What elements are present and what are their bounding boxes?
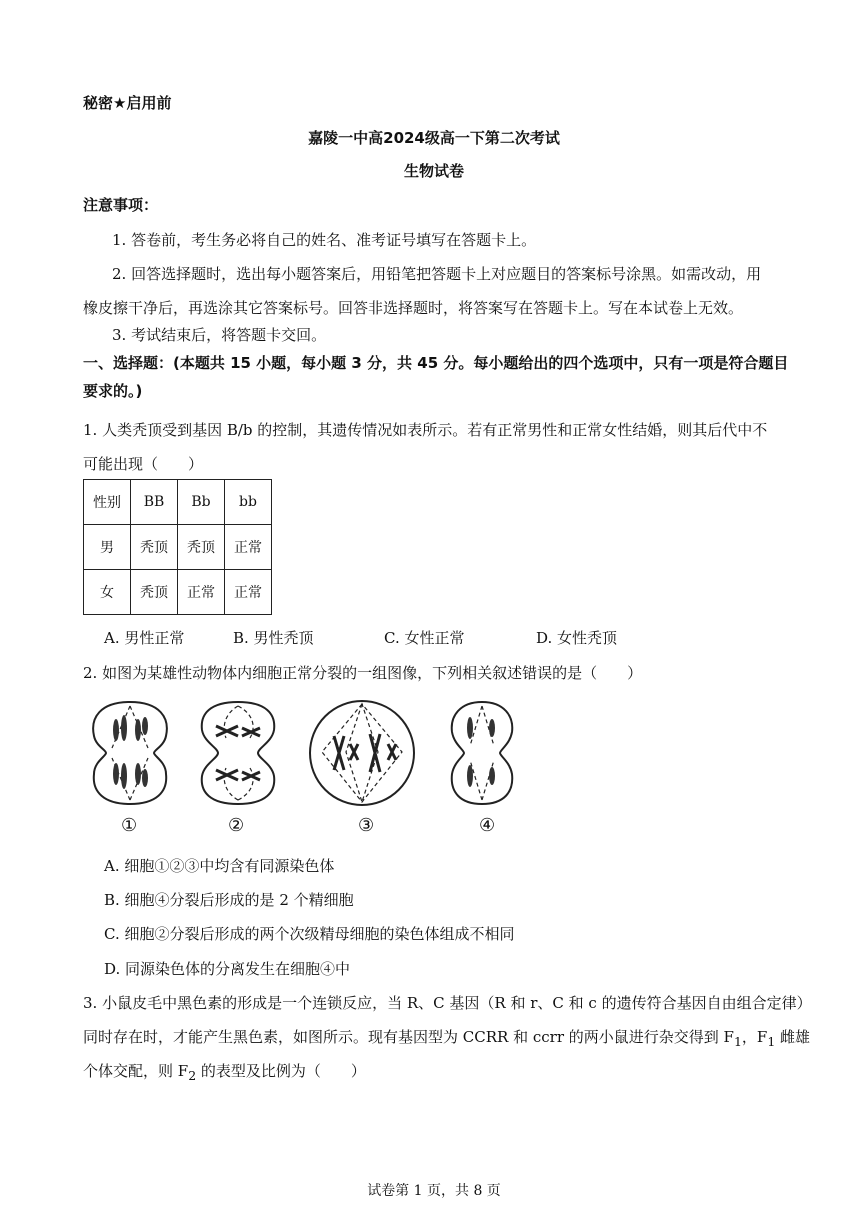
q2-option-d: D. 同源染色体的分离发生在细胞④中: [104, 960, 351, 978]
page-footer: 试卷第 1 页，共 8 页: [367, 1183, 501, 1199]
table-cell: 正常: [178, 570, 225, 615]
q1-table: [83, 479, 272, 615]
cell-division-figure: [80, 698, 540, 810]
cell-1-diagram: [93, 702, 167, 804]
q3-stem-line-3: [83, 1060, 366, 1083]
cell-2-diagram: [202, 702, 274, 804]
q3-subscript: 1: [767, 1034, 776, 1049]
q2-option-a: A. 细胞①②③中均含有同源染色体: [104, 857, 335, 875]
notes-item-3: 3. 考试结束后，将答题卡交回。: [112, 326, 327, 344]
section-1-heading-line-1: 一、选择题：(本题共 15 小题，每小题 3 分，共 45 分。每小题给出的四个选项中，只有一项是符合题目: [83, 354, 789, 372]
q2-option-b: B. 细胞④分裂后形成的是 2 个精细胞: [104, 891, 354, 909]
q3-line-2-text: 雌雄: [775, 1028, 811, 1046]
table-row: [84, 525, 272, 570]
section-1-heading-line-2: 要求的。): [83, 382, 143, 400]
table-cell: 男: [84, 525, 131, 570]
q2-option-c: C. 细胞②分裂后形成的两个次级精母细胞的染色体组成不相同: [104, 925, 515, 943]
notes-heading: 注意事项：: [83, 196, 159, 214]
table-cell: Bb: [178, 480, 225, 525]
q1-stem-line-2: 可能出现（ ）: [83, 455, 204, 473]
q3-stem-line-1: 3. 小鼠皮毛中黑色素的形成是一个连锁反应，当 R、C 基因（R 和 r、C 和 c 的遗传符合基因自由组合定律）: [83, 994, 812, 1012]
table-cell: 女: [84, 570, 131, 615]
table-row: [84, 480, 272, 525]
notes-item-2-line-1: 2. 回答选择题时，选出每小题答案后，用铅笔把答题卡上对应题目的答案标号涂黑。如需改动，用: [112, 265, 762, 283]
q3-subscript: 1: [733, 1034, 742, 1049]
q3-subscript: 2: [188, 1068, 197, 1083]
cell-3-diagram: [310, 701, 414, 805]
table-cell: BB: [131, 480, 178, 525]
q3-line-2-text: 同时存在时，才能产生黑色素，如图所示。现有基因型为 CCRR 和 ccrr 的两小鼠进行杂交得到 F: [83, 1028, 734, 1046]
table-cell: 秃顶: [178, 525, 225, 570]
q1-option-b: B. 男性秃顶: [233, 629, 314, 647]
q3-line-3-text: 的表型及比例为（ ）: [196, 1062, 366, 1080]
secret-label: 秘密★启用前: [83, 94, 172, 112]
q3-line-2-text: ，F: [741, 1028, 768, 1046]
q2-stem: 2. 如图为某雄性动物体内细胞正常分裂的一组图像，下列相关叙述错误的是（ ）: [83, 664, 643, 682]
q3-line-3-text: 个体交配，则 F: [83, 1062, 189, 1080]
cell-4-diagram: [452, 702, 513, 804]
table-cell: bb: [225, 480, 272, 525]
subject-title: 生物试卷: [403, 162, 464, 180]
notes-item-2-line-2: 橡皮擦干净后，再选涂其它答案标号。回答非选择题时，将答案写在答题卡上。写在本试卷上无效。: [83, 299, 744, 317]
table-cell: 秃顶: [131, 525, 178, 570]
figure-caption-3: ③: [358, 815, 375, 836]
notes-item-1: 1. 答卷前，考生务必将自己的姓名、准考证号填写在答题卡上。: [112, 231, 537, 249]
table-cell: 秃顶: [131, 570, 178, 615]
exam-title: 嘉陵一中高2024级高一下第二次考试: [308, 129, 560, 147]
table-row: [84, 570, 272, 615]
table-cell: 性别: [84, 480, 131, 525]
q1-option-a: A. 男性正常: [104, 629, 185, 647]
table-cell: 正常: [225, 570, 272, 615]
q1-option-d: D. 女性秃顶: [536, 629, 618, 647]
figure-caption-4: ④: [479, 815, 496, 836]
table-cell: 正常: [225, 525, 272, 570]
figure-caption-2: ②: [228, 815, 245, 836]
q1-option-c: C. 女性正常: [384, 629, 465, 647]
q1-stem-line-1: 1. 人类秃顶受到基因 B/b 的控制，其遗传情况如表所示。若有正常男性和正常女性结婚，则其后代中不: [83, 421, 768, 439]
figure-caption-1: ①: [121, 815, 138, 836]
q3-stem-line-2: [83, 1026, 810, 1049]
